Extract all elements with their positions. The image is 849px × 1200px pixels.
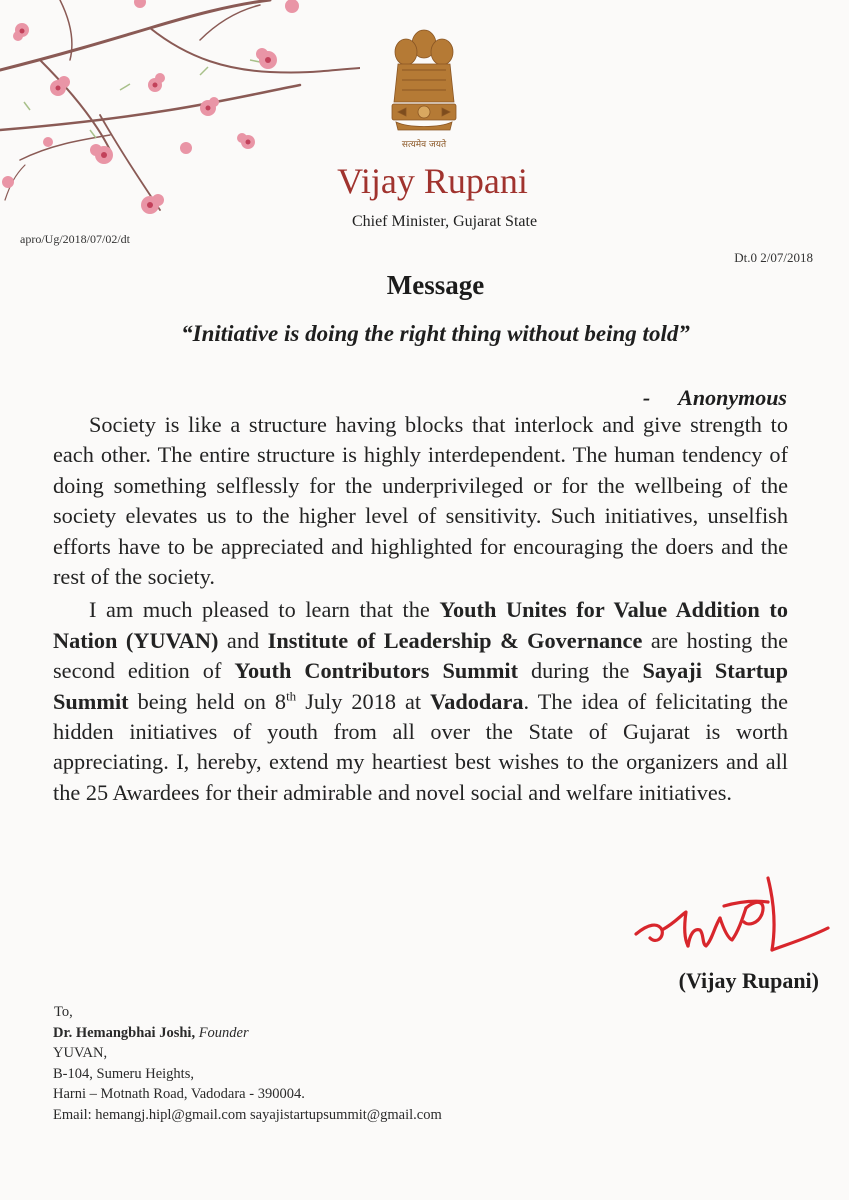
recipient-role: Founder (198, 1024, 249, 1041)
recipient-org: YUVAN, (53, 1045, 108, 1061)
quote-author (643, 385, 787, 411)
email-line (53, 1105, 442, 1126)
text-run: during the (518, 658, 643, 684)
email-addresses: hemangj.hipl@gmail.com sayajistartupsummit@gmail.com (95, 1106, 442, 1123)
quote-dash: - (642, 385, 651, 410)
address-line-2: Harni – Motnath Road, Vadodara - 390004. (53, 1086, 305, 1102)
email-label: Email: (53, 1106, 92, 1123)
recipient-name: Dr. Hemangbhai Joshi, (53, 1024, 196, 1041)
text-run: . The idea of felicitating the hidden initiatives of youth from all over the State of Gujarat is worth appreciating. I, hereby, extend my heartiest best wishes to the organizers and all the 25 Awardees for their admirable and novel social and welfare initiatives. (53, 688, 789, 805)
address-to: To, (54, 1004, 73, 1020)
letterhead-title: Chief Minister, Gujarat State (351, 213, 538, 230)
ordinal-suffix: th (286, 688, 297, 704)
text-run: and (218, 627, 268, 653)
org-name-institute: Institute of Leadership & Governance (267, 627, 643, 653)
city-name: Vadodara (430, 688, 524, 714)
signatory-name: (Vijay Rupani) (678, 968, 819, 993)
recipient-name-line (53, 1023, 442, 1044)
message-body (53, 410, 788, 811)
recipient-address (53, 1002, 442, 1125)
quote-author-name: Anonymous (678, 385, 787, 410)
letterhead-name: Vijay Rupani (337, 161, 528, 201)
event-name-sayaji: Sayaji Startup Summit (53, 658, 788, 714)
message-heading: Message (386, 270, 485, 300)
quote-text: “Initiative is doing the right thing without being told” (181, 321, 690, 346)
emblem-motto: सत्यमेव जयते (401, 140, 447, 150)
text-run: are hosting the second edition of (53, 627, 789, 684)
reference-number: apro/Ug/2018/07/02/dt (20, 232, 130, 246)
org-name-yuvan: Youth Unites for Value Addition to Nation (YUVAN) (53, 597, 788, 653)
text-run: I am much pleased to learn that the (89, 597, 440, 623)
national-emblem-icon (384, 26, 464, 154)
letter-date: Dt.0 2/07/2018 (734, 250, 813, 265)
event-name-summit: Youth Contributors Summit (234, 658, 519, 684)
address-line-1: B-104, Sumeru Heights, (53, 1065, 194, 1082)
text-run: July 2018 at (296, 688, 431, 714)
text-run: being held on 8 (128, 688, 287, 714)
paragraph-1: Society is like a structure having blocks that interlock and give strength to each other. The entire structure is highly interdependent. The human tendency of doing something selflessly for the underprivileged or for the wellbeing of the society elevates us to the higher level of sensitivity. Such initiatives, unselfish efforts have to be appreciated and highlighted for encouraging the doers and the rest of the society. (53, 412, 788, 590)
blossom-branch-decoration (0, 0, 360, 240)
paragraph-2 (53, 595, 788, 808)
handwritten-signature (628, 872, 838, 972)
